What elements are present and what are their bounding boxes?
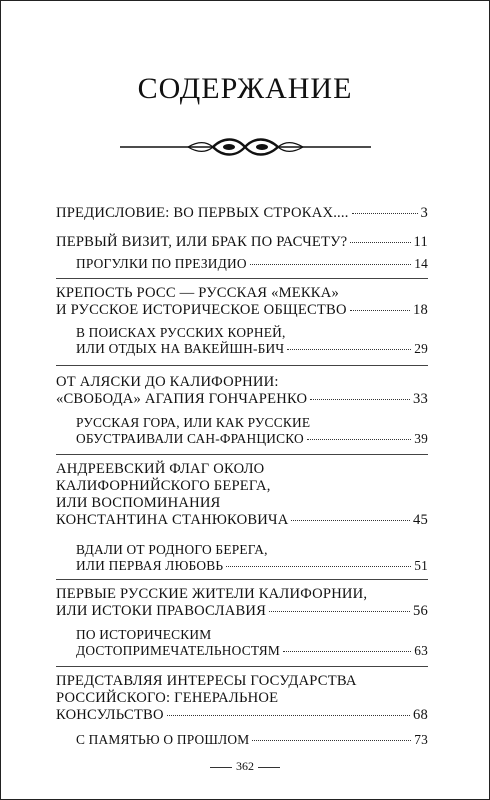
- toc-entry-text: КОНСУЛЬСТВО: [56, 707, 164, 723]
- toc-entry-text: ПО ИСТОРИЧЕСКИМ: [76, 627, 212, 642]
- toc-entry-text: «СВОБОДА» АГАПИЯ ГОНЧАРЕНКО: [56, 391, 308, 407]
- dot-leader: [307, 439, 411, 440]
- toc-entry-text: КАЛИФОРНИЙСКОГО БЕРЕГА,: [56, 478, 271, 494]
- dot-leader: [226, 566, 411, 567]
- toc-page-number: 51: [414, 558, 428, 573]
- dot-leader: [291, 520, 410, 521]
- page-number-footer: [0, 759, 490, 774]
- toc-entry-text: ПЕРВЫЙ ВИЗИТ, ИЛИ БРАК ПО РАСЧЕТУ?: [56, 234, 348, 250]
- toc-page-number: 39: [414, 431, 428, 446]
- dot-leader: [350, 310, 410, 311]
- toc-page-number: 18: [413, 302, 428, 318]
- toc-page-number: 11: [413, 234, 428, 250]
- toc-entry-text: АНДРЕЕВСКИЙ ФЛАГ ОКОЛО: [56, 461, 265, 477]
- toc-subentry: [76, 627, 428, 659]
- toc-entry: [56, 461, 428, 529]
- toc-entry: [56, 586, 428, 620]
- toc-page-number: 73: [414, 732, 428, 747]
- toc-entry-text: ИЛИ ВОСПОМИНАНИЯ: [56, 495, 221, 511]
- dot-leader: [287, 349, 411, 350]
- dot-leader: [283, 651, 411, 652]
- toc-entry: [56, 234, 428, 251]
- toc-page-number: 33: [413, 391, 428, 407]
- toc-page-number: 56: [413, 603, 428, 619]
- toc-entry-text: ИЛИ ОТДЫХ НА ВАКЕЙШН-БИЧ: [76, 341, 285, 356]
- dot-leader: [252, 740, 411, 741]
- toc-entry-text: РОССИЙСКОГО: ГЕНЕРАЛЬНОЕ: [56, 690, 279, 706]
- dot-leader: [310, 399, 410, 400]
- toc-entry-text: ИЛИ ИСТОКИ ПРАВОСЛАВИЯ: [56, 603, 267, 619]
- toc-entry-text: ИЛИ ПЕРВАЯ ЛЮБОВЬ: [76, 558, 224, 573]
- toc-page-number: 29: [414, 341, 428, 356]
- toc-entry-text: ОТ АЛЯСКИ ДО КАЛИФОРНИИ:: [56, 374, 279, 390]
- toc-entry-text: В ПОИСКАХ РУССКИХ КОРНЕЙ,: [76, 325, 286, 340]
- toc-entry: [56, 205, 428, 222]
- toc-page-number: 63: [414, 643, 428, 658]
- dot-leader: [352, 213, 418, 214]
- page-title: СОДЕРЖАНИЕ: [137, 72, 353, 105]
- section-divider: [56, 666, 428, 667]
- toc-subentry: [76, 542, 428, 574]
- toc-entry-text: ДОСТОПРИМЕЧАТЕЛЬНОСТЯМ: [76, 643, 280, 658]
- folio-rule-right: [258, 767, 280, 768]
- toc-page-number: 14: [414, 256, 428, 271]
- toc-entry-text: РУССКАЯ ГОРА, ИЛИ КАК РУССКИЕ: [76, 415, 311, 430]
- toc-entry-text: ПРЕДСТАВЛЯЯ ИНТЕРЕСЫ ГОСУДАРСТВА: [56, 673, 357, 689]
- toc-entry-text: ВДАЛИ ОТ РОДНОГО БЕРЕГА,: [76, 542, 268, 557]
- page-number: 362: [236, 759, 254, 773]
- toc-subentry: [76, 256, 428, 272]
- section-divider: [56, 454, 428, 455]
- section-divider: [56, 278, 428, 279]
- ornament-divider: [118, 133, 373, 161]
- dot-leader: [250, 264, 412, 265]
- toc-subentry: [76, 325, 428, 357]
- toc-page-number: 68: [413, 707, 428, 723]
- toc-entry-text: КРЕПОСТЬ РОСС — РУССКАЯ «МЕККА»: [56, 285, 339, 301]
- toc-entry: [56, 285, 428, 319]
- dot-leader: [269, 611, 410, 612]
- toc-page-number: 45: [413, 512, 428, 528]
- toc-entry-text: ПЕРВЫЕ РУССКИЕ ЖИТЕЛИ КАЛИФОРНИИ,: [56, 586, 368, 602]
- toc-entry: [56, 374, 428, 408]
- section-divider: [56, 365, 428, 366]
- toc-entry-text: ОБУСТРАИВАЛИ САН-ФРАНЦИСКО: [76, 431, 304, 446]
- toc-entry-text: ПРОГУЛКИ ПО ПРЕЗИДИО: [76, 256, 247, 271]
- toc-subentry: [76, 415, 428, 447]
- toc-entry-text: КОНСТАНТИНА СТАНЮКОВИЧА: [56, 512, 289, 528]
- dot-leader: [350, 242, 410, 243]
- toc-entry-text: ПРЕДИСЛОВИЕ: ВО ПЕРВЫХ СТРОКАХ....: [56, 205, 349, 221]
- toc-entry-text: С ПАМЯТЬЮ О ПРОШЛОМ: [76, 732, 250, 747]
- dot-leader: [167, 715, 410, 716]
- folio-rule-left: [210, 767, 232, 768]
- toc-entry: [56, 673, 428, 724]
- section-divider: [56, 579, 428, 580]
- toc-entry-text: И РУССКОЕ ИСТОРИЧЕСКОЕ ОБЩЕСТВО: [56, 302, 347, 318]
- toc-page-number: 3: [420, 205, 428, 221]
- toc-subentry: [76, 732, 428, 748]
